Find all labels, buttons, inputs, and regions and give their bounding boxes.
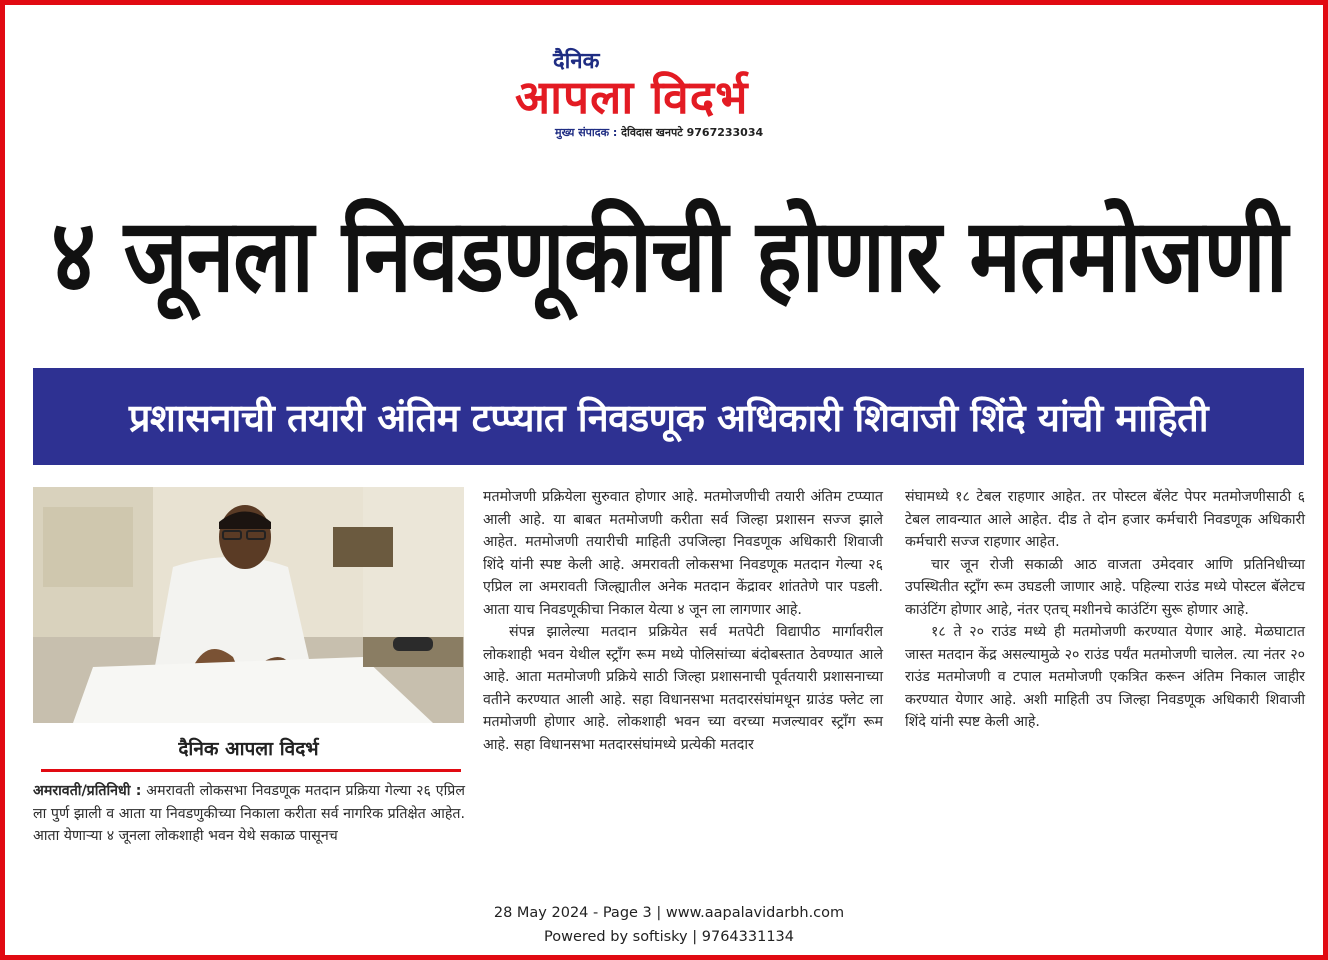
paragraph: मतमोजणी प्रक्रियेला सुरुवात होणार आहे. मतमोजणीची तयारी अंतिम टप्प्यात आली आहे. या बाबत मतमोजणी करीता सर्व जिल्हा प्रशासन सज्ज झाले आहेत. मतमोजणी तयारीची माहिती उपजिल्हा निवडणूक अधिकारी शिवाजी शिंदे यांनी स्पष्ट केली आहे. अमरावती लोकसभा निवडणूक मतदान गेल्या २६ एप्रिल ला अमरावती जिल्ह्यातील अनेक मतदान केंद्रावर शांततेणे पार पडली. आता याच निवडणूकीचा निकाल येत्या ४ जून ला लागणार आहे. <box>483 489 883 618</box>
footer-powered-by: Powered by softisky | 9764331134 <box>543 929 794 945</box>
subheadline: प्रशासनाची तयारी अंतिम टप्प्यात निवडणूक अधिकारी शिवाजी शिंदे यांची माहिती <box>128 395 1209 440</box>
page-footer <box>405 901 933 949</box>
paragraph: १८ ते २० राउंड मध्ये ही मतमोजणी करण्यात येणार आहे. मेळघाटात जास्त मतदान केंद्र असल्यामुळे २० राउंड पर्यंत मतमोजणी चालेल. त्या नंतर २० राउंड मतमोजणी व टपाल मतमोजणी एकत्रित करून अंतिम निकाल जाहीर करण्यात येणार आहे. अशी माहिती उप जिल्हा निवडणूक अधिकारी शिवाजी शिंदे यांनी स्पष्ट केली आहे. <box>905 624 1305 730</box>
newspaper-name: आपला विदर्भ <box>515 70 749 124</box>
subheadline-banner <box>33 368 1304 465</box>
editor-label: मुख्य संपादक : <box>555 126 618 139</box>
officer-at-desk-image <box>33 487 464 723</box>
dateline: अमरावती/प्रतिनिधी : <box>33 783 142 799</box>
masthead <box>505 45 835 145</box>
headline: ४ जूनला निवडणूकीची होणार मतमोजणी <box>51 197 1287 316</box>
editor-line <box>555 125 763 140</box>
article-column-2 <box>483 486 883 756</box>
paragraph: चार जून रोजी सकाळी आठ वाजता उमेदवार आणि प्रतिनिधीच्या उपस्थितीत स्ट्राँग रूम उघडली जाणार आहे. पहिल्या राउंड मध्ये पोस्टल बॅलेटच काउंटिंग होणार आहे, नंतर एतच् मशीनचे काउंटिंग सुरू होणार आहे. <box>905 556 1305 618</box>
masthead-prefix: दैनिक <box>553 49 600 74</box>
article-column-3 <box>905 486 1305 734</box>
article-photo <box>33 487 464 723</box>
editor-value: देविदास खनपटे 9767233034 <box>621 126 764 139</box>
photo-caption: दैनिक आपला विदर्भ <box>178 738 319 760</box>
article-text-col1: अमरावती लोकसभा निवडणूक मतदान प्रक्रिया गेल्या २६ एप्रिल ला पुर्ण झाली व आता या निवडणुकीच्या निकाला करीता सर्व नागरिक प्रतिक्षेत आहेत. आता येणाऱ्या ४ जूनला लोकशाही भवन येथे सकाळ पासूनच <box>33 783 466 844</box>
footer-date-site: 28 May 2024 - Page 3 | www.aapalavidarbh.com <box>493 905 845 921</box>
paragraph: संघामध्ये १८ टेबल राहणार आहेत. तर पोस्टल बॅलेट पेपर मतमोजणीसाठी ६ टेबल लावन्यात आले आहेत. दीड ते दोन हजार कर्मचारी निवडणूक अधिकारी कर्मचारी सज्ज राहणार आहेत. <box>905 489 1305 550</box>
article-column-1 <box>33 780 465 848</box>
paragraph: संपन्न झालेल्या मतदान प्रक्रियेत सर्व मतपेटी विद्यापीठ मार्गावरील लोकशाही भवन येथील स्ट्राँग रूम मध्ये पोलिसांच्या बंदोबस्तात ठेवण्यात आले आहे. आता मतमोजणी प्रक्रिये साठी जिल्हा प्रशासनाची पूर्वतयारी प्रशासनाच्या वतीने करण्यात आली आहे. सहा विधानसभा मतदारसंघांमधून ग्राउंड फ्लेट ला मतमोजणी होणार आहे. लोकशाही भवन च्या वरच्या मजल्यावर स्ट्राँग रूम आहे. सहा विधानसभा मतदारसंघांमध्ये प्रत्येकी मतदार <box>483 624 883 753</box>
caption-divider <box>41 769 461 772</box>
